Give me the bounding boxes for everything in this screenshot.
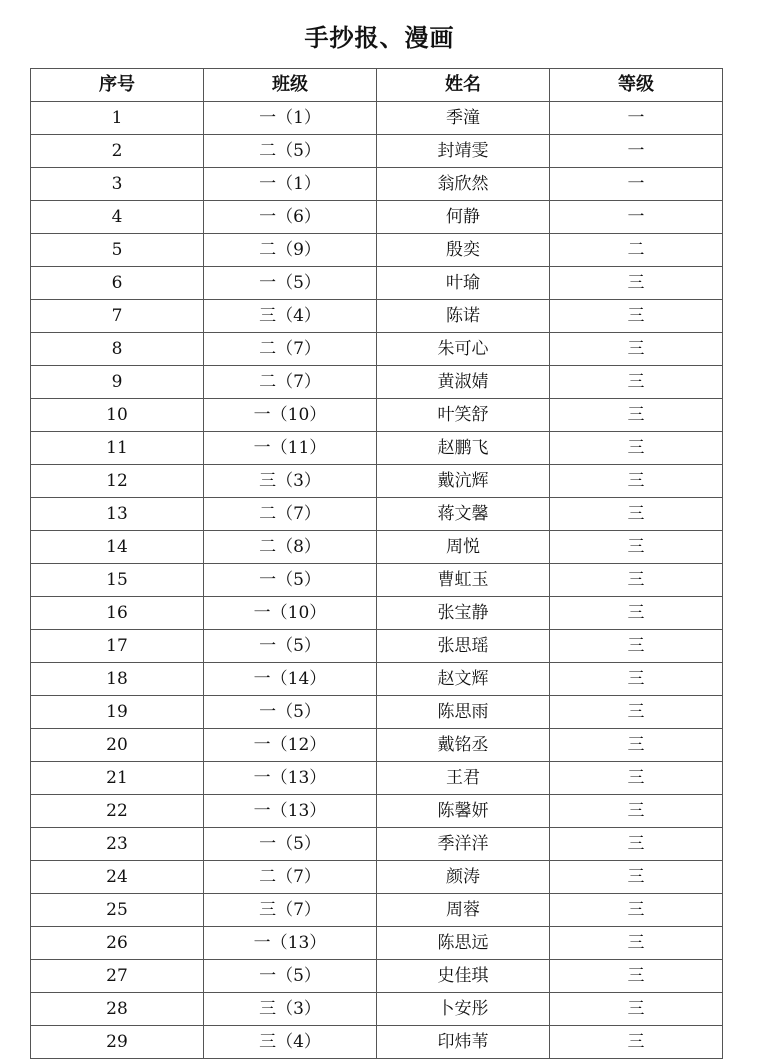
cell-index: 15: [31, 564, 204, 597]
cell-class: 二（8）: [204, 531, 377, 564]
cell-index: 9: [31, 366, 204, 399]
cell-name: 封靖雯: [377, 135, 550, 168]
table-row: [31, 960, 723, 993]
table-row: [31, 102, 723, 135]
table-row: [31, 795, 723, 828]
cell-class: 一（14）: [204, 663, 377, 696]
cell-class: 二（7）: [204, 861, 377, 894]
cell-name: 赵文辉: [377, 663, 550, 696]
award-table: [30, 68, 723, 1059]
cell-name: 叶瑜: [377, 267, 550, 300]
cell-grade: 三: [550, 267, 723, 300]
table-row: [31, 498, 723, 531]
table-row: [31, 762, 723, 795]
cell-index: 2: [31, 135, 204, 168]
cell-index: 8: [31, 333, 204, 366]
cell-name: 季潼: [377, 102, 550, 135]
header-name: 姓名: [377, 69, 550, 102]
cell-index: 14: [31, 531, 204, 564]
cell-name: 印炜苇: [377, 1026, 550, 1059]
cell-class: 一（5）: [204, 828, 377, 861]
cell-class: 二（9）: [204, 234, 377, 267]
header-class: 班级: [204, 69, 377, 102]
cell-grade: 三: [550, 894, 723, 927]
cell-grade: 三: [550, 1026, 723, 1059]
cell-index: 23: [31, 828, 204, 861]
cell-grade: 三: [550, 762, 723, 795]
cell-name: 张宝静: [377, 597, 550, 630]
cell-index: 26: [31, 927, 204, 960]
cell-grade: 三: [550, 828, 723, 861]
cell-grade: 三: [550, 333, 723, 366]
cell-class: 一（5）: [204, 960, 377, 993]
cell-index: 13: [31, 498, 204, 531]
cell-index: 5: [31, 234, 204, 267]
table-row: [31, 729, 723, 762]
cell-index: 10: [31, 399, 204, 432]
table-row: [31, 432, 723, 465]
table-row: [31, 828, 723, 861]
cell-name: 曹虹玉: [377, 564, 550, 597]
cell-index: 11: [31, 432, 204, 465]
table-row: [31, 597, 723, 630]
cell-name: 史佳琪: [377, 960, 550, 993]
cell-grade: 三: [550, 729, 723, 762]
table-row: [31, 993, 723, 1026]
cell-class: 一（1）: [204, 168, 377, 201]
table-row: [31, 366, 723, 399]
cell-class: 一（11）: [204, 432, 377, 465]
cell-class: 一（10）: [204, 399, 377, 432]
cell-grade: 三: [550, 564, 723, 597]
table-row: [31, 531, 723, 564]
cell-name: 陈馨妍: [377, 795, 550, 828]
cell-class: 一（13）: [204, 795, 377, 828]
cell-index: 29: [31, 1026, 204, 1059]
cell-index: 24: [31, 861, 204, 894]
cell-name: 卜安彤: [377, 993, 550, 1026]
table-row: [31, 894, 723, 927]
table-row: [31, 663, 723, 696]
cell-index: 17: [31, 630, 204, 663]
cell-name: 颜涛: [377, 861, 550, 894]
cell-name: 陈思远: [377, 927, 550, 960]
cell-name: 黄淑婧: [377, 366, 550, 399]
table-row: [31, 267, 723, 300]
cell-name: 翁欣然: [377, 168, 550, 201]
cell-name: 周悦: [377, 531, 550, 564]
cell-class: 一（1）: [204, 102, 377, 135]
cell-index: 28: [31, 993, 204, 1026]
cell-index: 16: [31, 597, 204, 630]
cell-index: 19: [31, 696, 204, 729]
header-grade: 等级: [550, 69, 723, 102]
table-row: [31, 168, 723, 201]
cell-index: 25: [31, 894, 204, 927]
table-body: [31, 102, 723, 1059]
cell-class: 一（5）: [204, 696, 377, 729]
table-row: [31, 696, 723, 729]
cell-name: 殷奕: [377, 234, 550, 267]
cell-class: 一（5）: [204, 267, 377, 300]
cell-grade: 三: [550, 366, 723, 399]
table-row: [31, 234, 723, 267]
cell-name: 何静: [377, 201, 550, 234]
cell-grade: 三: [550, 927, 723, 960]
cell-grade: 三: [550, 300, 723, 333]
cell-class: 一（13）: [204, 762, 377, 795]
cell-name: 季洋洋: [377, 828, 550, 861]
table-row: [31, 861, 723, 894]
cell-grade: 三: [550, 465, 723, 498]
table-row: [31, 300, 723, 333]
cell-grade: 三: [550, 795, 723, 828]
table-row: [31, 333, 723, 366]
cell-grade: 三: [550, 498, 723, 531]
cell-name: 周蓉: [377, 894, 550, 927]
cell-index: 4: [31, 201, 204, 234]
cell-grade: 三: [550, 663, 723, 696]
cell-name: 赵鹏飞: [377, 432, 550, 465]
header-index: 序号: [31, 69, 204, 102]
table-row: [31, 201, 723, 234]
cell-index: 3: [31, 168, 204, 201]
table-row: [31, 927, 723, 960]
cell-grade: 三: [550, 432, 723, 465]
cell-grade: 二: [550, 234, 723, 267]
cell-name: 叶笑舒: [377, 399, 550, 432]
cell-class: 一（6）: [204, 201, 377, 234]
table-row: [31, 399, 723, 432]
cell-class: 一（12）: [204, 729, 377, 762]
cell-index: 27: [31, 960, 204, 993]
cell-name: 戴铭丞: [377, 729, 550, 762]
cell-name: 陈诺: [377, 300, 550, 333]
cell-grade: 一: [550, 201, 723, 234]
cell-class: 三（3）: [204, 993, 377, 1026]
cell-name: 王君: [377, 762, 550, 795]
cell-index: 6: [31, 267, 204, 300]
cell-name: 陈思雨: [377, 696, 550, 729]
cell-grade: 三: [550, 696, 723, 729]
cell-class: 三（4）: [204, 300, 377, 333]
cell-class: 一（5）: [204, 630, 377, 663]
cell-class: 二（7）: [204, 333, 377, 366]
cell-grade: 三: [550, 597, 723, 630]
table-header-row: [31, 69, 723, 102]
cell-name: 张思瑶: [377, 630, 550, 663]
cell-index: 20: [31, 729, 204, 762]
cell-class: 二（5）: [204, 135, 377, 168]
cell-name: 朱可心: [377, 333, 550, 366]
cell-grade: 三: [550, 531, 723, 564]
table-row: [31, 1026, 723, 1059]
cell-index: 12: [31, 465, 204, 498]
cell-class: 一（5）: [204, 564, 377, 597]
cell-name: 蒋文馨: [377, 498, 550, 531]
cell-grade: 三: [550, 630, 723, 663]
cell-class: 三（4）: [204, 1026, 377, 1059]
cell-index: 7: [31, 300, 204, 333]
cell-name: 戴沆辉: [377, 465, 550, 498]
table-row: [31, 135, 723, 168]
cell-grade: 一: [550, 135, 723, 168]
cell-grade: 三: [550, 399, 723, 432]
cell-index: 1: [31, 102, 204, 135]
cell-class: 三（7）: [204, 894, 377, 927]
cell-grade: 一: [550, 102, 723, 135]
cell-class: 一（10）: [204, 597, 377, 630]
cell-class: 三（3）: [204, 465, 377, 498]
table-row: [31, 630, 723, 663]
cell-grade: 一: [550, 168, 723, 201]
cell-class: 二（7）: [204, 366, 377, 399]
cell-grade: 三: [550, 960, 723, 993]
cell-index: 21: [31, 762, 204, 795]
table-row: [31, 465, 723, 498]
table-row: [31, 564, 723, 597]
cell-grade: 三: [550, 993, 723, 1026]
page-title: 手抄报、漫画: [304, 24, 455, 52]
cell-grade: 三: [550, 861, 723, 894]
cell-index: 22: [31, 795, 204, 828]
cell-class: 一（13）: [204, 927, 377, 960]
cell-index: 18: [31, 663, 204, 696]
cell-class: 二（7）: [204, 498, 377, 531]
